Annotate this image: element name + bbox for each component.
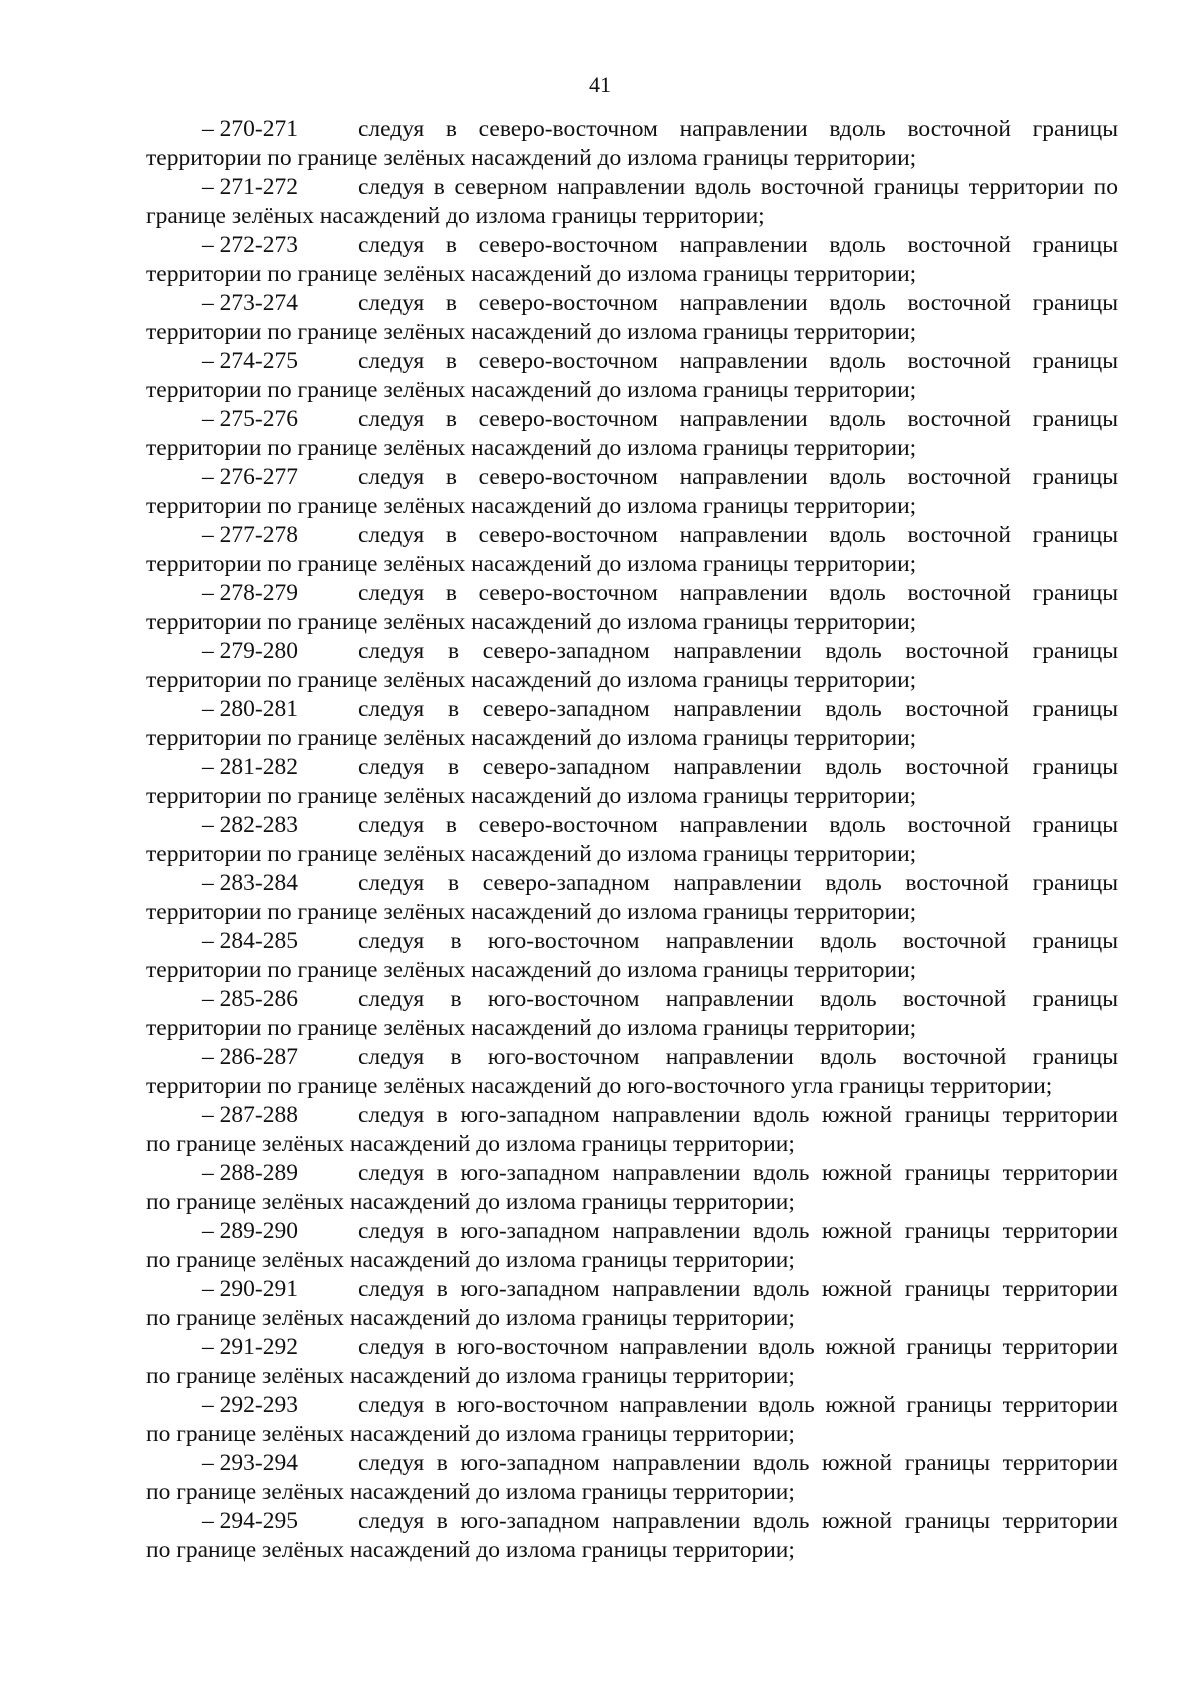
segment-description-continuation: по границе зелёных насаждений до излома границы территории; bbox=[146, 1363, 795, 1389]
segment-description-continuation: территории по границе зелёных насаждений до излома границы территории; bbox=[146, 609, 917, 635]
segment-description-start: следуя в юго-восточном направлении вдоль южной границы территории bbox=[358, 1392, 1118, 1418]
segment-label: – 282-283 bbox=[202, 812, 298, 838]
boundary-segment-entry bbox=[146, 753, 1118, 811]
segment-description-continuation: территории по границе зелёных насаждений до излома границы территории; bbox=[146, 435, 917, 461]
boundary-segment-entry bbox=[146, 637, 1118, 695]
segment-label: – 286-287 bbox=[202, 1044, 298, 1070]
segment-description-start: следуя в северо-западном направлении вдоль восточной границы bbox=[358, 638, 1118, 664]
segment-label: – 287-288 bbox=[202, 1102, 298, 1128]
segment-description-continuation: территории по границе зелёных насаждений до излома границы территории; bbox=[146, 957, 917, 983]
segment-description-continuation: территории по границе зелёных насаждений до излома границы территории; bbox=[146, 725, 917, 751]
segment-label: – 280-281 bbox=[202, 696, 298, 722]
entry-first-line bbox=[146, 579, 1118, 608]
segment-description-start: следуя в северо-восточном направлении вдоль восточной границы bbox=[358, 812, 1118, 838]
segment-description-start: следуя в северо-западном направлении вдоль восточной границы bbox=[358, 754, 1118, 780]
entry-first-line bbox=[146, 1391, 1118, 1420]
segment-description-start: следуя в северо-западном направлении вдоль восточной границы bbox=[358, 870, 1118, 896]
segment-description-start: следуя в северо-восточном направлении вдоль восточной границы bbox=[358, 580, 1118, 606]
segment-description-start: следуя в юго-восточном направлении вдоль восточной границы bbox=[358, 928, 1118, 954]
segment-description-start: следуя в юго-восточном направлении вдоль южной границы территории bbox=[358, 1334, 1118, 1360]
segment-description-continuation: территории по границе зелёных насаждений до излома границы территории; bbox=[146, 551, 917, 577]
boundary-segment-entry bbox=[146, 579, 1118, 637]
segment-label: – 288-289 bbox=[202, 1160, 298, 1186]
entry-first-line bbox=[146, 1507, 1118, 1536]
segment-description-continuation: территории по границе зелёных насаждений до излома границы территории; bbox=[146, 261, 917, 287]
page-number: 41 bbox=[589, 72, 611, 97]
entry-first-line bbox=[146, 927, 1118, 956]
entry-first-line bbox=[146, 753, 1118, 782]
entry-first-line bbox=[146, 869, 1118, 898]
boundary-segment-entry bbox=[146, 985, 1118, 1043]
entry-first-line bbox=[146, 463, 1118, 492]
segment-description-start: следуя в северо-восточном направлении вдоль восточной границы bbox=[358, 290, 1118, 316]
boundary-segment-entry bbox=[146, 811, 1118, 869]
segment-label: – 278-279 bbox=[202, 580, 298, 606]
entry-first-line bbox=[146, 1159, 1118, 1188]
boundary-segment-entry bbox=[146, 1507, 1118, 1565]
segment-label: – 293-294 bbox=[202, 1450, 298, 1476]
entry-first-line bbox=[146, 1043, 1118, 1072]
segment-description-continuation: территории по границе зелёных насаждений до излома границы территории; bbox=[146, 145, 917, 171]
boundary-segment-entry bbox=[146, 1333, 1118, 1391]
segment-description-start: следуя в северо-восточном направлении вдоль восточной границы bbox=[358, 116, 1118, 142]
boundary-segment-entry bbox=[146, 405, 1118, 463]
entry-first-line bbox=[146, 347, 1118, 376]
segment-description-start: следуя в северо-восточном направлении вдоль восточной границы bbox=[358, 406, 1118, 432]
segment-description-continuation: по границе зелёных насаждений до излома границы территории; bbox=[146, 1479, 795, 1505]
entry-first-line bbox=[146, 637, 1118, 666]
segment-label: – 277-278 bbox=[202, 522, 298, 548]
boundary-segment-entry bbox=[146, 115, 1118, 173]
entry-first-line bbox=[146, 231, 1118, 260]
entry-first-line bbox=[146, 985, 1118, 1014]
segment-label: – 275-276 bbox=[202, 406, 298, 432]
segment-description-continuation: территории по границе зелёных насаждений до излома границы территории; bbox=[146, 841, 917, 867]
boundary-segment-entry bbox=[146, 289, 1118, 347]
entry-first-line bbox=[146, 1101, 1118, 1130]
segment-description-continuation: по границе зелёных насаждений до излома границы территории; bbox=[146, 1189, 795, 1215]
segment-description-continuation: территории по границе зелёных насаждений до излома границы территории; bbox=[146, 899, 917, 925]
segment-label: – 274-275 bbox=[202, 348, 298, 374]
entry-first-line bbox=[146, 1333, 1118, 1362]
boundary-segment-entry bbox=[146, 1391, 1118, 1449]
segment-description-start: следуя в северо-восточном направлении вдоль восточной границы bbox=[358, 522, 1118, 548]
segment-label: – 291-292 bbox=[202, 1334, 298, 1360]
document-body bbox=[146, 115, 1118, 1565]
segment-description-start: следуя в юго-восточном направлении вдоль восточной границы bbox=[358, 986, 1118, 1012]
segment-description-continuation: по границе зелёных насаждений до излома границы территории; bbox=[146, 1131, 795, 1157]
entry-first-line bbox=[146, 811, 1118, 840]
boundary-segment-entry bbox=[146, 1449, 1118, 1507]
segment-description-continuation: границе зелёных насаждений до излома границы территории; bbox=[146, 203, 765, 229]
segment-label: – 290-291 bbox=[202, 1276, 298, 1302]
entry-first-line bbox=[146, 695, 1118, 724]
boundary-segment-entry bbox=[146, 231, 1118, 289]
entry-first-line bbox=[146, 1275, 1118, 1304]
segment-description-start: следуя в северо-восточном направлении вдоль восточной границы bbox=[358, 232, 1118, 258]
boundary-segment-entry bbox=[146, 1101, 1118, 1159]
segment-description-start: следуя в юго-западном направлении вдоль южной границы территории bbox=[358, 1276, 1118, 1302]
segment-label: – 270-271 bbox=[202, 116, 298, 142]
segment-description-start: следуя в юго-западном направлении вдоль южной границы территории bbox=[358, 1508, 1118, 1534]
segment-description-start: следуя в юго-западном направлении вдоль южной границы территории bbox=[358, 1160, 1118, 1186]
segment-label: – 294-295 bbox=[202, 1508, 298, 1534]
entry-first-line bbox=[146, 521, 1118, 550]
entry-first-line bbox=[146, 173, 1118, 202]
entry-first-line bbox=[146, 1449, 1118, 1478]
segment-description-start: следуя в северо-восточном направлении вдоль восточной границы bbox=[358, 348, 1118, 374]
segment-description-continuation: территории по границе зелёных насаждений до юго-восточного угла границы территории; bbox=[146, 1073, 1053, 1099]
segment-description-start: следуя в юго-западном направлении вдоль южной границы территории bbox=[358, 1450, 1118, 1476]
boundary-segment-entry bbox=[146, 869, 1118, 927]
segment-label: – 276-277 bbox=[202, 464, 298, 490]
segment-description-start: следуя в юго-западном направлении вдоль южной границы территории bbox=[358, 1102, 1118, 1128]
segment-label: – 281-282 bbox=[202, 754, 298, 780]
boundary-segment-entry bbox=[146, 1043, 1118, 1101]
segment-description-continuation: территории по границе зелёных насаждений до излома границы территории; bbox=[146, 667, 917, 693]
segment-label: – 284-285 bbox=[202, 928, 298, 954]
entry-first-line bbox=[146, 115, 1118, 144]
segment-label: – 292-293 bbox=[202, 1392, 298, 1418]
segment-description-start: следуя в юго-восточном направлении вдоль восточной границы bbox=[358, 1044, 1118, 1070]
segment-label: – 271-272 bbox=[202, 174, 298, 200]
segment-label: – 279-280 bbox=[202, 638, 298, 664]
segment-label: – 273-274 bbox=[202, 290, 298, 316]
entry-first-line bbox=[146, 1217, 1118, 1246]
boundary-segment-entry bbox=[146, 463, 1118, 521]
boundary-segment-entry bbox=[146, 1159, 1118, 1217]
segment-description-continuation: территории по границе зелёных насаждений до излома границы территории; bbox=[146, 319, 917, 345]
entry-first-line bbox=[146, 405, 1118, 434]
segment-description-continuation: по границе зелёных насаждений до излома границы территории; bbox=[146, 1537, 795, 1563]
segment-label: – 289-290 bbox=[202, 1218, 298, 1244]
boundary-segment-entry bbox=[146, 521, 1118, 579]
segment-description-start: следуя в северном направлении вдоль восточной границы территории по bbox=[358, 174, 1118, 200]
segment-label: – 283-284 bbox=[202, 870, 298, 896]
segment-label: – 285-286 bbox=[202, 986, 298, 1012]
boundary-segment-entry bbox=[146, 347, 1118, 405]
entry-first-line bbox=[146, 289, 1118, 318]
segment-description-continuation: территории по границе зелёных насаждений до излома границы территории; bbox=[146, 493, 917, 519]
segment-label: – 272-273 bbox=[202, 232, 298, 258]
boundary-segment-entry bbox=[146, 1275, 1118, 1333]
segment-description-continuation: по границе зелёных насаждений до излома границы территории; bbox=[146, 1305, 795, 1331]
segment-description-continuation: территории по границе зелёных насаждений до излома границы территории; bbox=[146, 1015, 917, 1041]
segment-description-start: следуя в северо-западном направлении вдоль восточной границы bbox=[358, 696, 1118, 722]
segment-description-continuation: по границе зелёных насаждений до излома границы территории; bbox=[146, 1247, 795, 1273]
boundary-segment-entry bbox=[146, 1217, 1118, 1275]
segment-description-continuation: по границе зелёных насаждений до излома границы территории; bbox=[146, 1421, 795, 1447]
boundary-segment-entry bbox=[146, 927, 1118, 985]
segment-description-continuation: территории по границе зелёных насаждений до излома границы территории; bbox=[146, 377, 917, 403]
segment-description-start: следуя в юго-западном направлении вдоль южной границы территории bbox=[358, 1218, 1118, 1244]
boundary-segment-entry bbox=[146, 695, 1118, 753]
segment-description-start: следуя в северо-восточном направлении вдоль восточной границы bbox=[358, 464, 1118, 490]
segment-description-continuation: территории по границе зелёных насаждений до излома границы территории; bbox=[146, 783, 917, 809]
boundary-segment-entry bbox=[146, 173, 1118, 231]
